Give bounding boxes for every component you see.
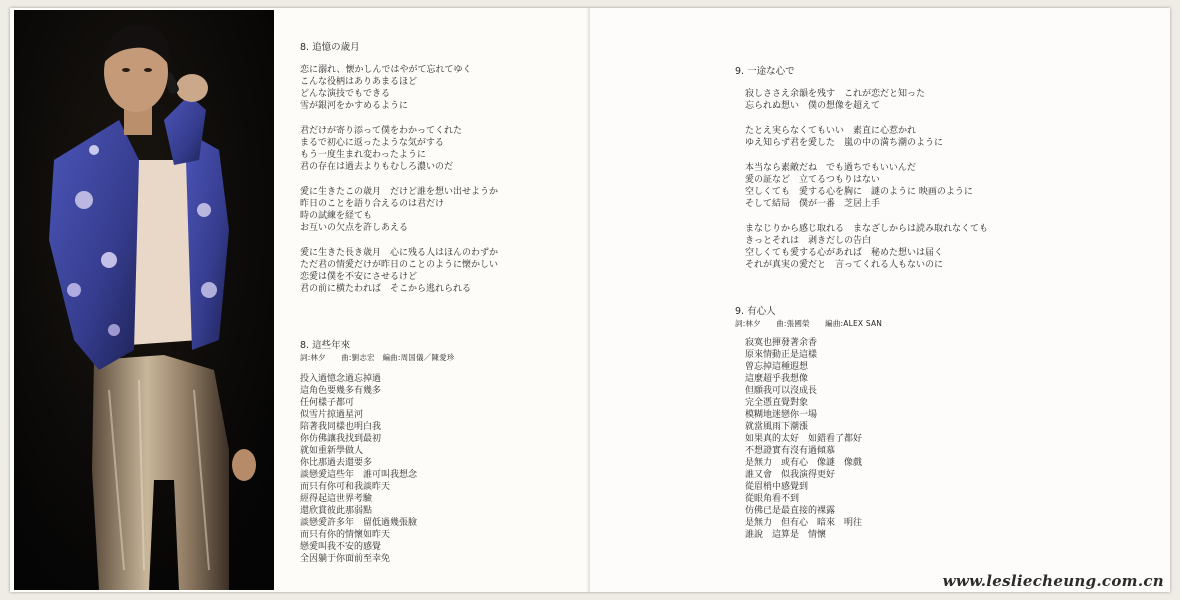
song-title: 8. 追憶の歳月 bbox=[300, 42, 360, 53]
lyric-line: 本当なら素敵だね でも過ちでもいいんだ bbox=[745, 163, 916, 173]
stanza bbox=[735, 125, 1155, 149]
song-title: 9. 有心人 bbox=[735, 306, 776, 317]
left-page bbox=[10, 8, 590, 592]
song-9-japanese bbox=[735, 66, 1155, 271]
lyric-line: まなじりから感じ取れる まなざしからは読み取れなくても bbox=[745, 224, 989, 234]
lyric-line: 似雪片掠過星河 bbox=[300, 410, 364, 420]
lyric-line: きっとそれは 剥きだしの告白 bbox=[745, 236, 872, 246]
singer-photo-illustration bbox=[14, 10, 274, 590]
lyric-line: 而只有你可和我談昨天 bbox=[300, 482, 391, 492]
lyric-line: 投入過憶念過忘掉過 bbox=[300, 374, 382, 384]
stanza bbox=[735, 223, 1155, 271]
lyric-line: 如果真的太好 如錯看了都好 bbox=[745, 434, 863, 444]
lyric-line: 誰說 這算是 情懷 bbox=[745, 530, 827, 540]
song-8-chinese bbox=[300, 340, 580, 565]
lyric-line: 愛の証など 立てるつもりはない bbox=[745, 175, 880, 185]
lyric-line: 模糊地迷戀你一場 bbox=[745, 410, 818, 420]
lyric-line: 而只有你的情懷如昨天 bbox=[300, 530, 391, 540]
lyric-line: 不想證實有沒有過傾慕 bbox=[745, 446, 836, 456]
lyric-line: 就如重新學做人 bbox=[300, 446, 364, 456]
concert-photo bbox=[14, 10, 274, 590]
lyric-line: 愛に生きたこの歳月 だけど誰を想い出せようか bbox=[300, 187, 499, 197]
lyric-line: 君の存在は過去よりもむしろ濃いのだ bbox=[300, 162, 454, 172]
lyric-line: まるで初心に返ったような気がする bbox=[300, 138, 444, 148]
lyric-line: 恋に溺れ、懐かしんではやがて忘れてゆく bbox=[300, 65, 472, 75]
lyric-line: 仿佛已是最直接的裸露 bbox=[745, 506, 836, 516]
lyric-line: 從眉梢中感覺到 bbox=[745, 482, 809, 492]
lyric-line: 恋愛は僕を不安にさせるけど bbox=[300, 272, 418, 282]
lyric-line: 君だけが寄り添って僕をわかってくれた bbox=[300, 126, 463, 136]
stanza bbox=[735, 337, 1155, 541]
lyric-line: 全因躺于你面前至幸免 bbox=[300, 554, 391, 564]
lyric-line: 是無力 或有心 像謎 像戲 bbox=[745, 458, 863, 468]
lyric-line: こんな役柄はありあまるほど bbox=[300, 77, 418, 87]
stanza bbox=[300, 247, 580, 295]
lyric-line: たとえ実らなくてもいい 素直に心惹かれ bbox=[745, 126, 917, 136]
website-watermark: www.lesliecheung.com.cn bbox=[942, 572, 1164, 590]
lyric-line: どんな演技でもできる bbox=[300, 89, 391, 99]
lyric-line: 你比那過去還要多 bbox=[300, 458, 373, 468]
lyric-line: 昨日のことを語り合えるのは君だけ bbox=[300, 199, 445, 209]
lyric-line: 經得起這世界考驗 bbox=[300, 494, 373, 504]
lyric-line: 曾忘掉這種遐想 bbox=[745, 362, 809, 372]
lyric-line: もう一度生まれ変わったように bbox=[300, 150, 426, 160]
stanza bbox=[735, 88, 1155, 112]
lyric-line: ただ君の情愛だけが昨日のことのように懐かしい bbox=[300, 260, 499, 270]
song-8-japanese bbox=[300, 42, 580, 295]
lyric-line: 談戀愛許多年 留低過幾張臉 bbox=[300, 518, 418, 528]
stanza bbox=[300, 125, 580, 173]
song-credits: 詞:林夕 曲:張國榮 編曲:ALEX SAN bbox=[735, 319, 883, 328]
lyric-line: 忘られぬ想い 僕の想像を超えて bbox=[745, 101, 881, 111]
lyric-line: ゆえ知らず君を愛した 嵐の中の満ち潮のように bbox=[745, 138, 944, 148]
lyric-line: 雪が銀河をかすめるように bbox=[300, 101, 409, 111]
lyric-line: 完全憑直覺對象 bbox=[745, 398, 809, 408]
stanza bbox=[300, 186, 580, 234]
lyric-line: 是無力 但有心 暗來 明往 bbox=[745, 518, 863, 528]
lyric-line: 從眼角看不到 bbox=[745, 494, 800, 504]
stanza bbox=[300, 64, 580, 112]
lyric-line: 這麼超乎我想像 bbox=[745, 374, 809, 384]
lyric-line: 空しくても愛する心があれば 秘めた想いは届く bbox=[745, 248, 944, 258]
lyric-line: 但願我可以沒成長 bbox=[745, 386, 818, 396]
lyric-line: 時の試練を経ても bbox=[300, 211, 373, 221]
lyric-line: 還欣賞彼此那弱點 bbox=[300, 506, 373, 516]
lyric-line: 寂寞也揮發著余香 bbox=[745, 338, 818, 348]
lyric-line: それが真実の愛だと 言ってくれる人もないのに bbox=[745, 260, 944, 270]
stanza bbox=[300, 373, 580, 565]
right-page bbox=[590, 8, 1170, 592]
lyric-line: 任何樣子都可 bbox=[300, 398, 355, 408]
lyric-line: 愛に生きた長き歳月 心に残る人はほんのわずか bbox=[300, 248, 499, 258]
lyric-line: 君の前に横たわれば そこから逃れられる bbox=[300, 284, 472, 294]
lyric-line: 就當風雨下潮漲 bbox=[745, 422, 809, 432]
lyric-line: 你仿佛讓我找到最初 bbox=[300, 434, 382, 444]
song-9-chinese bbox=[735, 306, 1155, 541]
lyric-line: 原來情動正是這樣 bbox=[745, 350, 818, 360]
lyric-line: 談戀愛這些年 誰可叫我想念 bbox=[300, 470, 418, 480]
lyric-line: 空しくても 愛する心を胸に 謎のように 映画のように bbox=[745, 187, 973, 197]
lyric-line: 戀愛叫我不安的感覺 bbox=[300, 542, 382, 552]
booklet-spread bbox=[10, 8, 1170, 592]
song-credits: 詞:林夕 曲:劉志宏 編曲:周国儀／陳愛珍 bbox=[300, 353, 455, 362]
song-title: 9. 一途な心で bbox=[735, 66, 795, 77]
lyric-line: 誰又會 似我演得更好 bbox=[745, 470, 836, 480]
lyric-line: お互いの欠点を許しあえる bbox=[300, 223, 409, 233]
lyric-line: 陪著我同樣也明白我 bbox=[300, 422, 382, 432]
lyric-line: そして結局 僕が一番 芝居上手 bbox=[745, 199, 881, 209]
lyric-line: 這角色要幾多有幾多 bbox=[300, 386, 382, 396]
stanza bbox=[735, 162, 1155, 210]
song-title: 8. 這些年來 bbox=[300, 340, 351, 351]
lyric-line: 寂しささえ余韻を残す これが恋だと知った bbox=[745, 89, 926, 99]
